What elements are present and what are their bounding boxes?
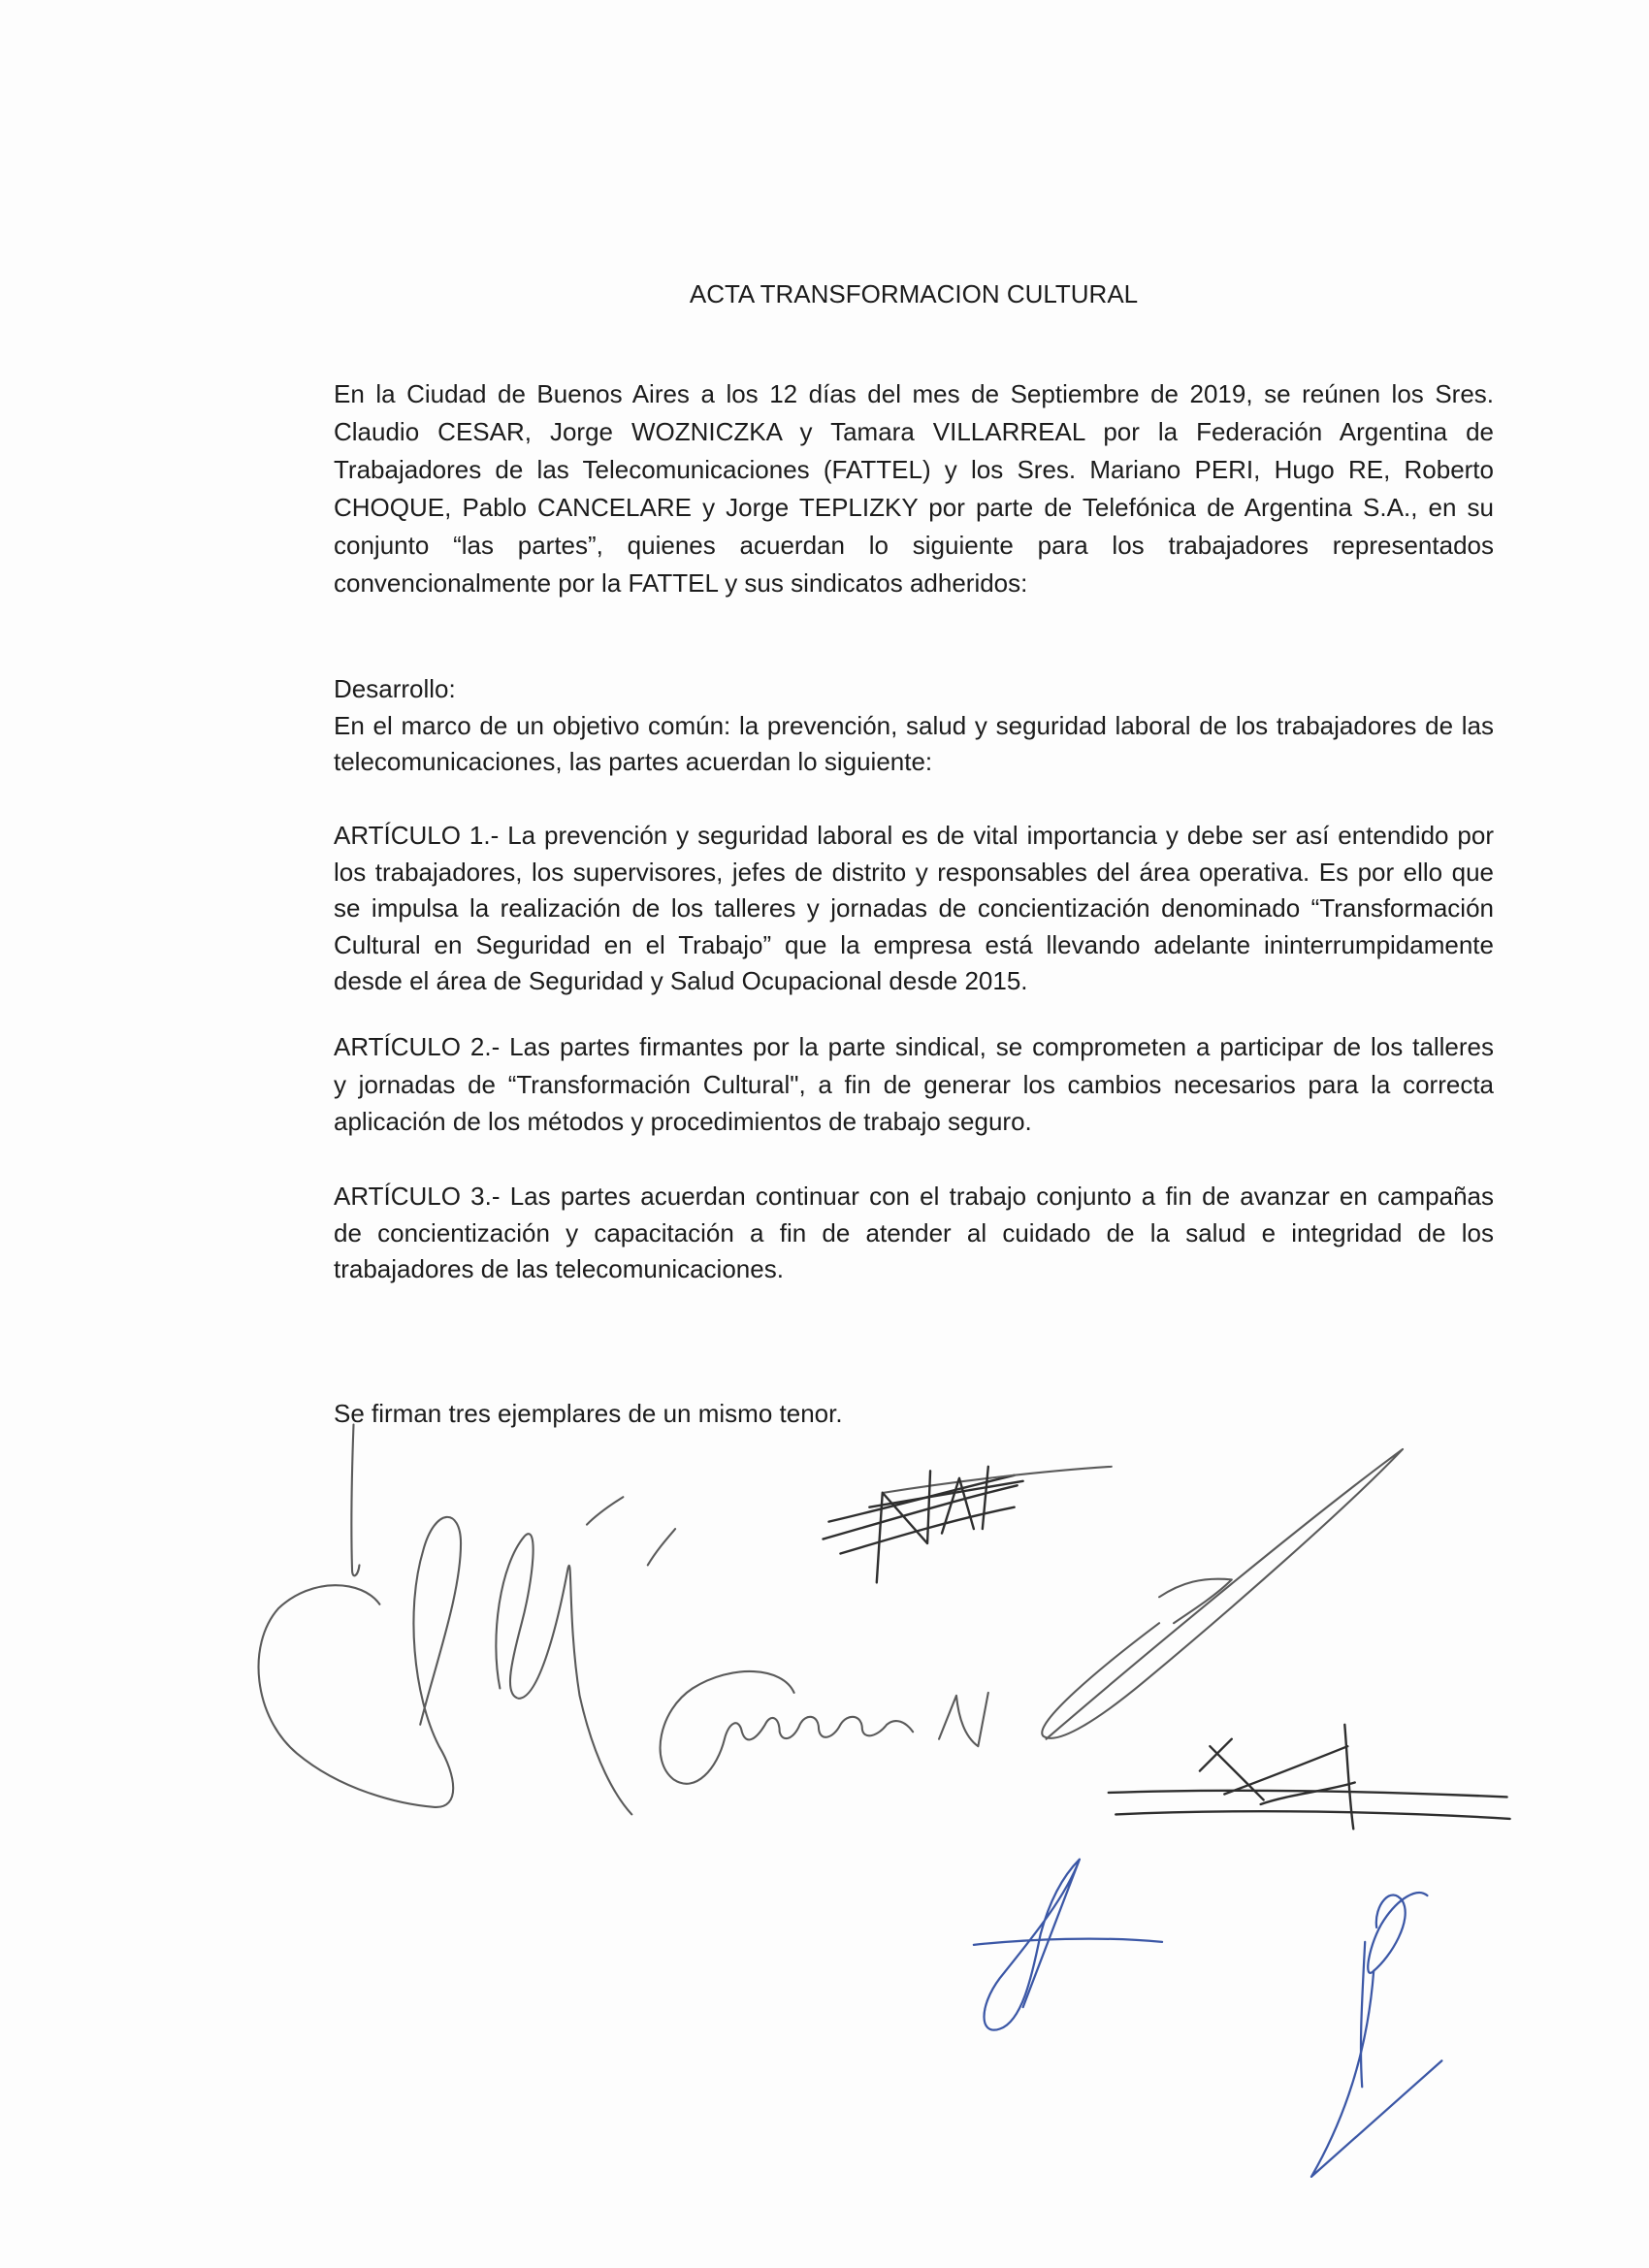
development-heading: Desarrollo: — [334, 674, 456, 703]
signature-2-stroke — [828, 1475, 1014, 1522]
signature-2-stroke — [840, 1507, 1014, 1554]
article-1 — [334, 818, 1494, 1000]
signature-5 — [1109, 1725, 1510, 1830]
paragraph-line: conjunto “las partes”, quienes acuerdan lo siguiente para los trabajadores representados — [334, 531, 1494, 560]
signature-5-stroke — [1210, 1746, 1263, 1799]
signature-2-stroke — [942, 1478, 974, 1534]
signature-1-stroke — [587, 1497, 623, 1524]
paragraph-line: convencionalmente por la FATTEL y sus sindicatos adheridos: — [334, 568, 1028, 598]
paragraph-line: de concientización y capacitación a fin de atender al cuidado de la salud e integridad de los — [334, 1217, 1494, 1247]
article-3 — [334, 1179, 1494, 1288]
signature-3-stroke — [661, 1671, 914, 1784]
paragraph-line: Claudio CESAR, Jorge WOZNICZKA y Tamara VILLARREAL por la Federación Argentina de — [334, 417, 1494, 446]
paragraph-line: CHOQUE, Pablo CANCELARE y Jorge TEPLIZKY por parte de Telefónica de Argentina S.A., en su — [334, 493, 1494, 522]
signature-2-stroke — [877, 1471, 930, 1582]
signature-1-stroke — [496, 1534, 631, 1814]
paragraph-line: ARTÍCULO 3.- Las partes acuerdan continuar con el trabajo conjunto a fin de avanzar en campañas — [334, 1182, 1494, 1211]
signature-5-stroke — [1109, 1791, 1507, 1798]
signature-2-stroke — [869, 1481, 1022, 1507]
paragraph-line: trabajadores de las telecomunicaciones. — [334, 1254, 784, 1283]
signature-2-stroke — [884, 1467, 1112, 1493]
signature-5-stroke — [1116, 1811, 1509, 1819]
article-2 — [334, 1028, 1494, 1141]
signature-7-stroke — [1311, 1971, 1441, 2177]
signature-1-stroke — [259, 1517, 462, 1807]
signature-5-stroke — [1224, 1746, 1347, 1794]
paragraph-line: Cultural en Seguridad en el Trabajo” que la empresa está llevando adelante ininterrumpidamente — [334, 929, 1494, 959]
paragraph-line: y jornadas de “Transformación Cultural", a fin de generar los cambios necesarios para la correcta — [334, 1069, 1494, 1099]
closing-line: Se firman tres ejemplares de un mismo tenor. — [334, 1399, 843, 1428]
signature-1 — [259, 1425, 676, 1815]
signature-4 — [1042, 1449, 1403, 1739]
signature-6-stroke — [985, 1860, 1080, 2030]
signature-4-stroke — [1159, 1579, 1232, 1624]
signature-1-stroke — [351, 1425, 359, 1576]
paragraph-line: ARTÍCULO 1.- La prevención y seguridad laboral es de vital importancia y debe ser así entendido por — [334, 821, 1494, 850]
signature-5-stroke — [1344, 1725, 1353, 1830]
signature-2-stroke — [824, 1485, 1018, 1539]
paragraph-line: los trabajadores, los supervisores, jefes de distrito y responsables del área operativa. Es por ello que — [334, 857, 1494, 887]
paragraph-line: telecomunicaciones, las partes acuerdan lo siguiente: — [334, 747, 933, 776]
paragraph-line: Trabajadores de las Telecomunicaciones (FATTEL) y los Sres. Mariano PERI, Hugo RE, Roberto — [334, 455, 1494, 484]
signature-6-stroke — [974, 1939, 1162, 1945]
signature-5-stroke — [1200, 1739, 1232, 1771]
signature-3-stroke — [939, 1693, 988, 1746]
paragraph-line: se impulsa la realización de los talleres y jornadas de concientización denominado “Transformación — [334, 893, 1494, 923]
signature-3 — [661, 1671, 988, 1784]
signature-5-stroke — [1261, 1783, 1355, 1804]
paragraph-line: En la Ciudad de Buenos Aires a los 12 días del mes de Septiembre de 2019, se reúnen los Sres. — [334, 379, 1494, 408]
signature-2 — [824, 1467, 1112, 1583]
signature-7-stroke — [1368, 1893, 1427, 1973]
signature-6 — [974, 1860, 1162, 2030]
document-title: ACTA TRANSFORMACION CULTURAL — [689, 279, 1139, 308]
signature-2-stroke — [983, 1467, 988, 1529]
signature-4-stroke — [1042, 1449, 1403, 1739]
paragraph-line: ARTÍCULO 2.- Las partes firmantes por la parte sindical, se comprometen a participar de los talleres — [334, 1032, 1494, 1061]
signature-7-stroke — [1361, 1942, 1365, 2087]
closing-statement — [334, 1395, 1494, 1432]
intro-paragraph — [334, 375, 1494, 602]
paragraph-line: desde el área de Seguridad y Salud Ocupacional desde 2015. — [334, 966, 1028, 995]
signature-1-stroke — [648, 1529, 675, 1565]
signature-7 — [1311, 1893, 1441, 2177]
paragraph-line: aplicación de los métodos y procedimientos de trabajo seguro. — [334, 1107, 1032, 1136]
development-section — [334, 671, 1494, 781]
paragraph-line: En el marco de un objetivo común: la prevención, salud y seguridad laboral de los trabajadores de las — [334, 710, 1494, 740]
